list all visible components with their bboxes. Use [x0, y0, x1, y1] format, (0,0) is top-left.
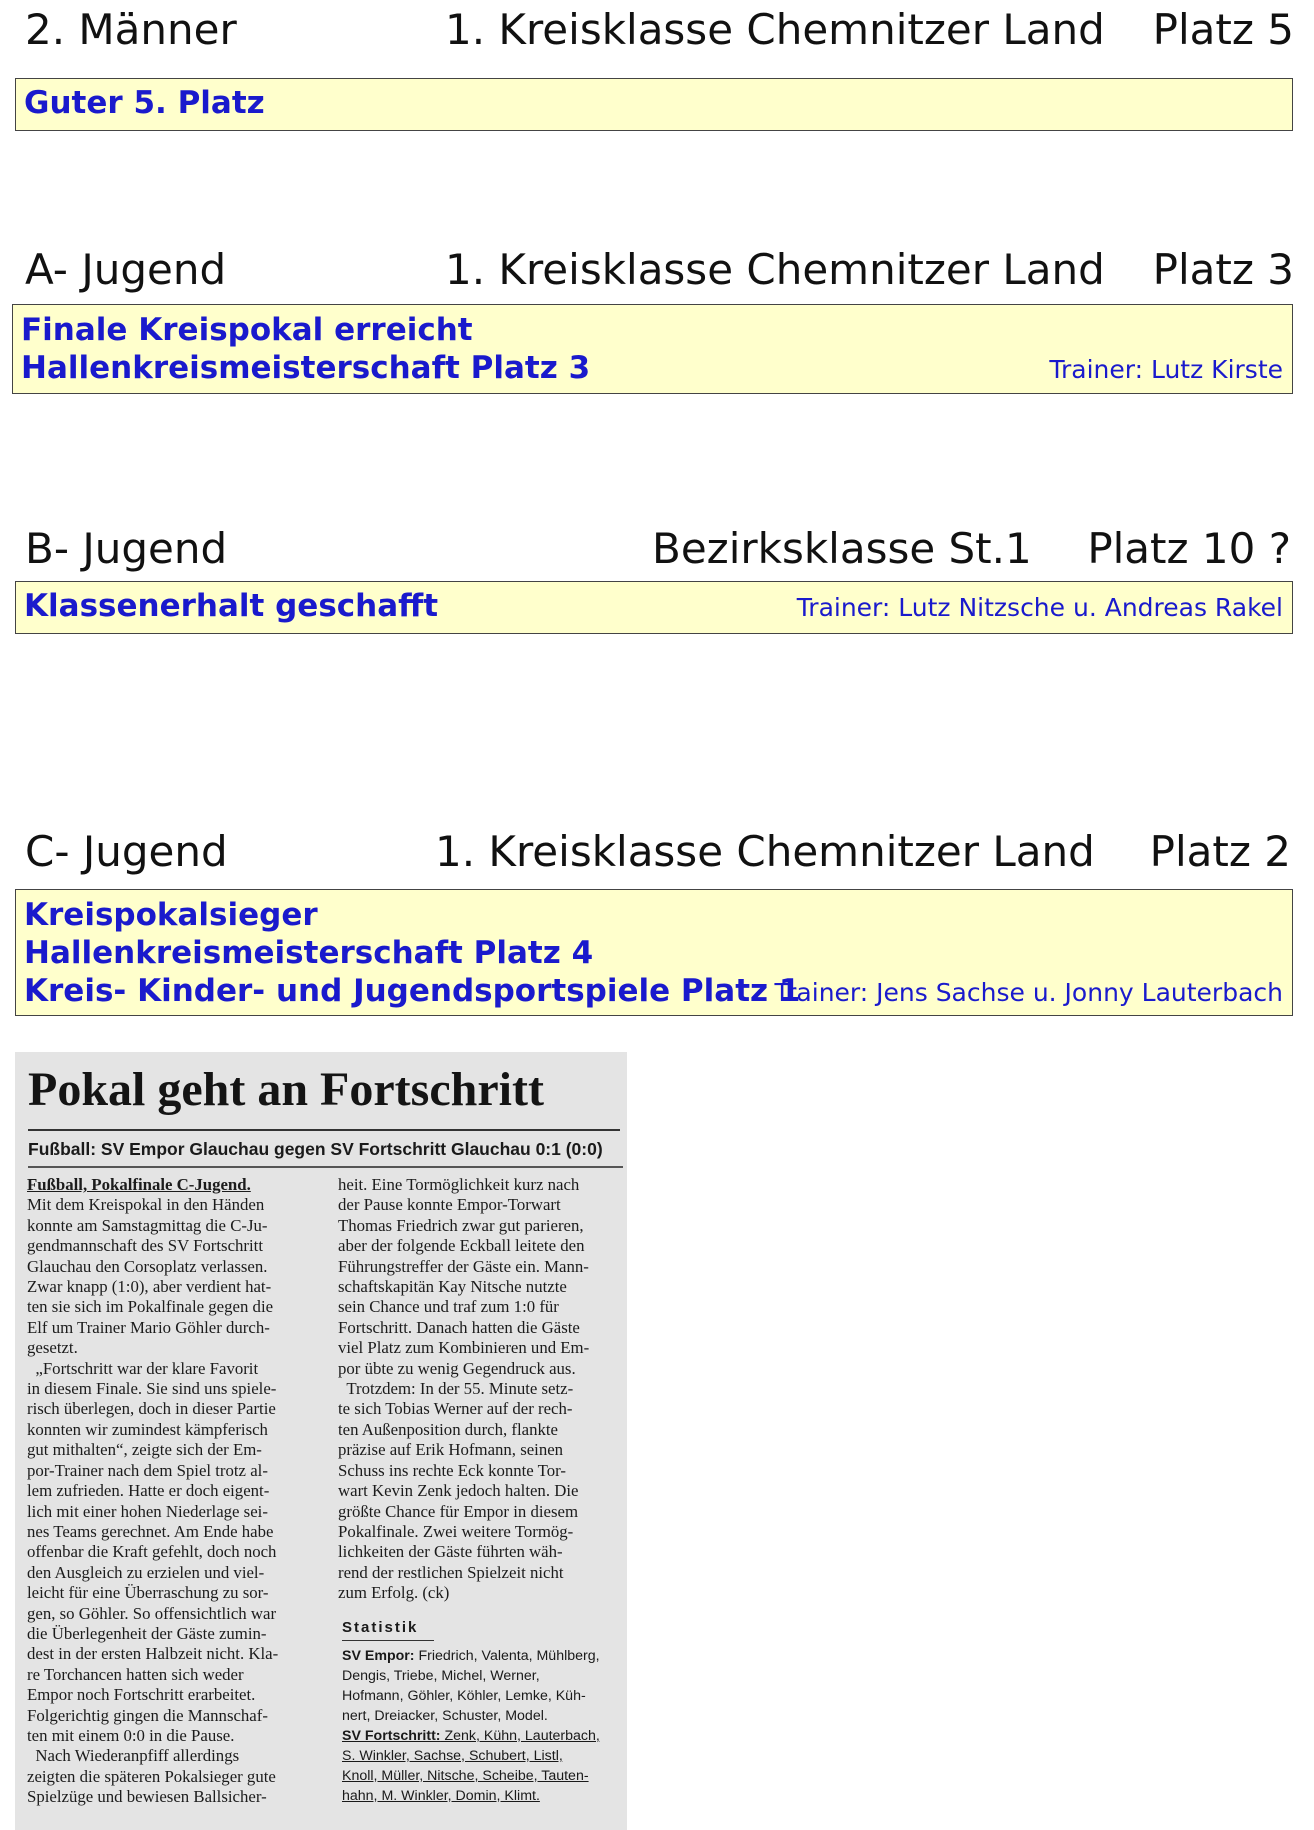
article-line: aber der folgende Eckball leitete den: [338, 1236, 585, 1256]
article-line: gut mithalten“, zeigte sich der Em-: [27, 1440, 262, 1460]
lineup-line-empor: [342, 1646, 624, 1666]
statistics-lineups: [342, 1646, 624, 1806]
achievement-line: Guter 5. Platz: [24, 85, 265, 121]
article-line: heit. Eine Tormöglichkeit kurz nach: [338, 1175, 580, 1194]
lineup-team-label: SV Empor:: [342, 1648, 415, 1664]
article-line: gesetzt.: [27, 1338, 78, 1358]
lineup-line-fortschritt: [342, 1726, 624, 1746]
achievement-box-a-jugend: [12, 304, 1293, 394]
article-line: Elf um Trainer Mario Göhler durch-: [27, 1317, 270, 1337]
league-name: 1. Kreisklasse Chemnitzer Land: [435, 827, 1095, 876]
newspaper-clipping: [15, 1052, 627, 1830]
article-line: offenbar die Kraft gefehlt, doch noch: [27, 1542, 277, 1562]
lineup-line-empor: Dengis, Triebe, Michel, Werner,: [342, 1668, 540, 1684]
lineup-names: Zenk, Kühn, Lauterbach,: [440, 1728, 600, 1744]
achievement-line: Kreis- Kinder- und Jugendsportspiele Platz 1: [24, 973, 801, 1009]
trainer-label: Trainer: Lutz Nitzsche u. Andreas Rakel: [796, 593, 1283, 622]
article-line: por-Trainer nach dem Spiel trotz al-: [27, 1460, 268, 1480]
article-line: por übte zu wenig Gegendruck aus.: [338, 1358, 576, 1378]
section-heading-maenner: [0, 0, 1314, 60]
article-subheadline: Fußball: SV Empor Glauchau gegen SV Fortschritt Glauchau 0:1 (0:0): [28, 1139, 603, 1159]
article-line: Pokalfinale. Zwei weitere Tormög-: [338, 1521, 574, 1541]
article-lead: Fußball, Pokalfinale C-Jugend.: [27, 1175, 251, 1194]
league-name: Bezirksklasse St.1: [652, 524, 1032, 573]
article-line: schaftskapitän Kay Nitsche nutzte: [338, 1277, 567, 1297]
article-line: wart Kevin Zenk jedoch halten. Die: [338, 1481, 579, 1501]
article-line: den Ausgleich zu erzielen und viel-: [27, 1562, 265, 1582]
trainer-label: Trainer: Lutz Kirste: [1049, 355, 1283, 384]
lineup-team-label: SV Fortschritt:: [342, 1728, 441, 1744]
league-place: Platz 10 ?: [1087, 524, 1291, 573]
article-line: sein Chance und traf zum 1:0 für: [338, 1297, 559, 1317]
achievement-box-b-jugend: [15, 581, 1293, 634]
article-line: Thomas Friedrich zwar gut parieren,: [338, 1215, 584, 1235]
article-line: in diesem Finale. Sie sind uns spiele-: [27, 1379, 277, 1399]
article-line: gendmannschaft des SV Fortschritt: [27, 1236, 263, 1256]
achievement-line: Finale Kreispokal erreicht: [21, 312, 473, 348]
article-line: ten sie sich im Pokalfinale gegen die: [27, 1297, 274, 1317]
article-line: der Pause konnte Empor-Torwart: [338, 1195, 561, 1215]
article-line: konnten wir zumindest kämpferisch: [27, 1419, 268, 1439]
achievement-line: Kreispokalsieger: [24, 897, 318, 933]
article-line: Spielzüge und bewiesen Ballsicher-: [27, 1787, 267, 1807]
section-heading-c-jugend: [0, 822, 1314, 882]
lineup-names: Friedrich, Valenta, Mühlberg,: [414, 1648, 600, 1664]
article-line: konnte am Samstagmittag die C-Ju-: [27, 1215, 268, 1235]
article-line: leicht für eine Überraschung zu sor-: [27, 1583, 269, 1603]
achievement-box-c-jugend: [15, 889, 1293, 1016]
article-line: re Torchancen hatten sich weder: [27, 1664, 244, 1684]
article-line: lichkeiten der Gäste führten wäh-: [338, 1542, 563, 1562]
article-line: zeigten die späteren Pokalsieger gute: [27, 1766, 276, 1786]
statistics-rule: [342, 1640, 434, 1641]
league-place: Platz 5: [1152, 5, 1294, 54]
league-place: Platz 2: [1149, 827, 1291, 876]
team-name: B- Jugend: [25, 524, 228, 573]
headline-rule: [28, 1129, 620, 1131]
achievement-box-maenner: [15, 78, 1293, 131]
article-line: Nach Wiederanpfiff allerdings: [27, 1746, 240, 1766]
achievement-line: Hallenkreismeisterschaft Platz 3: [21, 350, 591, 386]
article-line: präzise auf Erik Hofmann, seinen: [338, 1440, 564, 1460]
article-line: Folgerichtig gingen die Mannschaf-: [27, 1705, 268, 1725]
lineup-line-fortschritt: S. Winkler, Sachse, Schubert, Listl,: [342, 1748, 563, 1764]
lineup-line-fortschritt: Knoll, Müller, Nitsche, Scheibe, Tauten-: [342, 1768, 589, 1784]
article-line: die Überlegenheit der Gäste zumin-: [27, 1623, 267, 1643]
article-line: „Fortschritt war der klare Favorit: [27, 1358, 259, 1378]
achievement-line: Klassenerhalt geschafft: [24, 588, 439, 624]
article-line: nes Teams gerechnet. Am Ende habe: [27, 1521, 274, 1541]
lineup-line-empor: Hofmann, Göhler, Köhler, Lemke, Küh-: [342, 1688, 586, 1704]
article-line: te sich Tobias Werner auf der rech-: [338, 1399, 573, 1419]
section-heading-a-jugend: [0, 240, 1314, 300]
trainer-label: Trainer: Jens Sachse u. Jonny Lauterbach: [774, 978, 1283, 1007]
article-line: gen, so Göhler. So offensichtlich war: [27, 1603, 277, 1623]
article-headline: Pokal geht an Fortschritt: [28, 1063, 544, 1116]
article-line: größte Chance für Empor in diesem: [338, 1501, 578, 1521]
article-line: rend der restlichen Spielzeit nicht: [338, 1562, 564, 1582]
lineup-line-empor: nert, Dreiacker, Schuster, Model.: [342, 1708, 548, 1724]
lineup-line-fortschritt: hahn, M. Winkler, Domin, Klimt.: [342, 1788, 540, 1804]
league-name: 1. Kreisklasse Chemnitzer Land: [445, 245, 1105, 294]
achievement-line: Hallenkreismeisterschaft Platz 4: [24, 935, 594, 971]
article-line: ten Außenposition durch, flankte: [338, 1419, 558, 1439]
article-line: Schuss ins rechte Eck konnte Tor-: [338, 1460, 566, 1480]
team-name: 2. Männer: [25, 5, 237, 54]
article-line: ten mit einem 0:0 in die Pause.: [27, 1725, 235, 1745]
article-line: Mit dem Kreispokal in den Händen: [27, 1195, 265, 1215]
league-place: Platz 3: [1152, 245, 1294, 294]
article-line: lich mit einer hohen Niederlage sei-: [27, 1501, 268, 1521]
subheadline-rule: [28, 1166, 623, 1168]
team-name: A- Jugend: [25, 245, 227, 294]
league-name: 1. Kreisklasse Chemnitzer Land: [445, 5, 1105, 54]
statistics-heading: Statistik: [342, 1619, 419, 1636]
article-line: Zwar knapp (1:0), aber verdient hat-: [27, 1277, 272, 1297]
article-line: viel Platz zum Kombinieren und Em-: [338, 1338, 590, 1358]
team-name: C- Jugend: [25, 827, 228, 876]
article-line: Empor noch Fortschritt erarbeitet.: [27, 1685, 256, 1705]
article-column-2: [338, 1175, 622, 1604]
article-line: Fortschritt. Danach hatten die Gäste: [338, 1317, 580, 1337]
section-heading-b-jugend: [0, 519, 1314, 579]
article-line: Glauchau den Corsoplatz verlassen.: [27, 1256, 268, 1276]
article-line: Trotzdem: In der 55. Minute setz-: [338, 1379, 574, 1399]
article-column-1: [27, 1175, 327, 1808]
article-line: dest in der ersten Halbzeit nicht. Kla-: [27, 1644, 279, 1664]
article-line: risch überlegen, doch in dieser Partie: [27, 1399, 276, 1419]
article-line: lem zufrieden. Hatte er doch eigent-: [27, 1481, 270, 1501]
article-line: Führungstreffer der Gäste ein. Mann-: [338, 1256, 589, 1276]
article-line: zum Erfolg. (ck): [338, 1583, 450, 1603]
